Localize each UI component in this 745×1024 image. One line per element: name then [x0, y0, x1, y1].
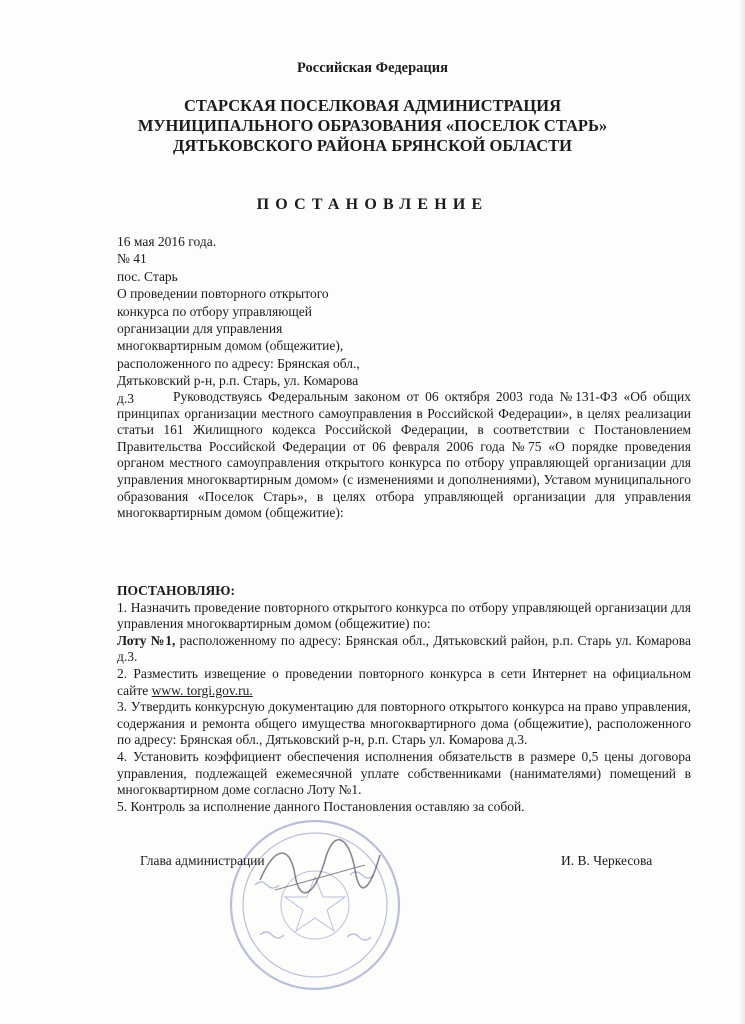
scan-edge-shadow [739, 0, 745, 1024]
org-line-2: МУНИЦИПАЛЬНОГО ОБРАЗОВАНИЯ «ПОСЕЛОК СТАРЬ» [137, 116, 608, 135]
document-meta [117, 233, 417, 407]
signatory-title: Глава администрации [140, 853, 265, 868]
decree-item-2-text: 2. Разместить извещение о проведении повторного конкурса в сети Интернет на официальном сайте [117, 665, 691, 698]
document-type-heading: ПОСТАНОВЛЕНИЕ [256, 196, 489, 213]
document-number: № 41 [117, 251, 147, 267]
handwritten-signature [255, 835, 385, 905]
organization-heading [0, 96, 745, 156]
signatory-name: И. В. Черкесова [561, 853, 653, 868]
lot-address: расположенному по адресу: Брянская обл., Дятьковский район, р.п. Старь ул. Комарова д.3. [117, 632, 691, 665]
torgi-link[interactable]: www. torgi.gov.ru. [151, 682, 253, 698]
document-date: 16 мая 2016 года. [117, 234, 217, 249]
decree-item-3: 3. Утвердить конкурсную документацию для повторного открытого конкурса на право управления, содержания и ремонта общего имущества многоквартирного дома (общежитие), расположенного по адресу: Брянская обл., Дятьковский р-н, р.п. Старь ул. Комарова д.3. [117, 699, 691, 748]
lot-label: Лоту №1, [117, 632, 176, 648]
org-line-1: СТАРСКАЯ ПОСЕЛКОВАЯ АДМИНИСТРАЦИЯ [183, 96, 562, 115]
subject-line: конкурса по отбору управляющей [117, 303, 312, 319]
preamble-paragraph: Руководствуясь Федеральным законом от 06 октября 2003 года №131-ФЗ «Об общих принципах организации местного самоуправления в Российской Федерации», в целях реализации статьи 161 Жилищного кодекса Российской Федерации, в соответствии с Постановлением Правительства Российской Федерации от 06 февраля 2006 года №75 «О порядке проведения органом местного самоуправления открытого конкурса по отбору управляющей организации для управления многоквартирным домом» (с изменениями и дополнениями), Уставом муниципального образования «Поселок Старь», в целях отбора управляющей организации для управления многоквартирным домом (общежитие): [117, 389, 691, 521]
decree-item-1: 1. Назначить проведение повторного открытого конкурса по отбору управляющей организации для управления многоквартирным домом (общежитие) по: [117, 599, 691, 632]
decree-item-4: 4. Установить коэффициент обеспечения исполнения обязательств в размере 0,5 цены договора управления, подлежащей ежемесячной уплате собственниками (нанимателями) помещений в многоквартирном доме согласно Лоту №1. [117, 748, 691, 798]
subject-line: многоквартирным домом (общежитие), [117, 338, 344, 354]
subject-line: Дятьковский р-н, р.п. Старь, ул. Комарова [117, 373, 359, 389]
decree-item-5: 5. Контроль за исполнение данного Постановления оставляю за собой. [117, 798, 525, 814]
subject-line: О проведении повторного открытого [117, 286, 329, 302]
subject-line: организации для управления [117, 321, 283, 337]
decree-section [117, 583, 691, 815]
subject-line: расположенного по адресу: Брянская обл., [117, 355, 360, 371]
document-place: пос. Старь [117, 268, 178, 284]
org-line-3: ДЯТЬКОВСКОГО РАЙОНА БРЯНСКОЙ ОБЛАСТИ [172, 136, 572, 155]
decree-item-2 [117, 666, 691, 699]
country-heading: Российская Федерация [297, 60, 448, 76]
subject-line: д.3 [117, 390, 134, 406]
decree-item-1-lot [117, 633, 691, 666]
decree-heading: ПОСТАНОВЛЯЮ: [117, 583, 235, 598]
